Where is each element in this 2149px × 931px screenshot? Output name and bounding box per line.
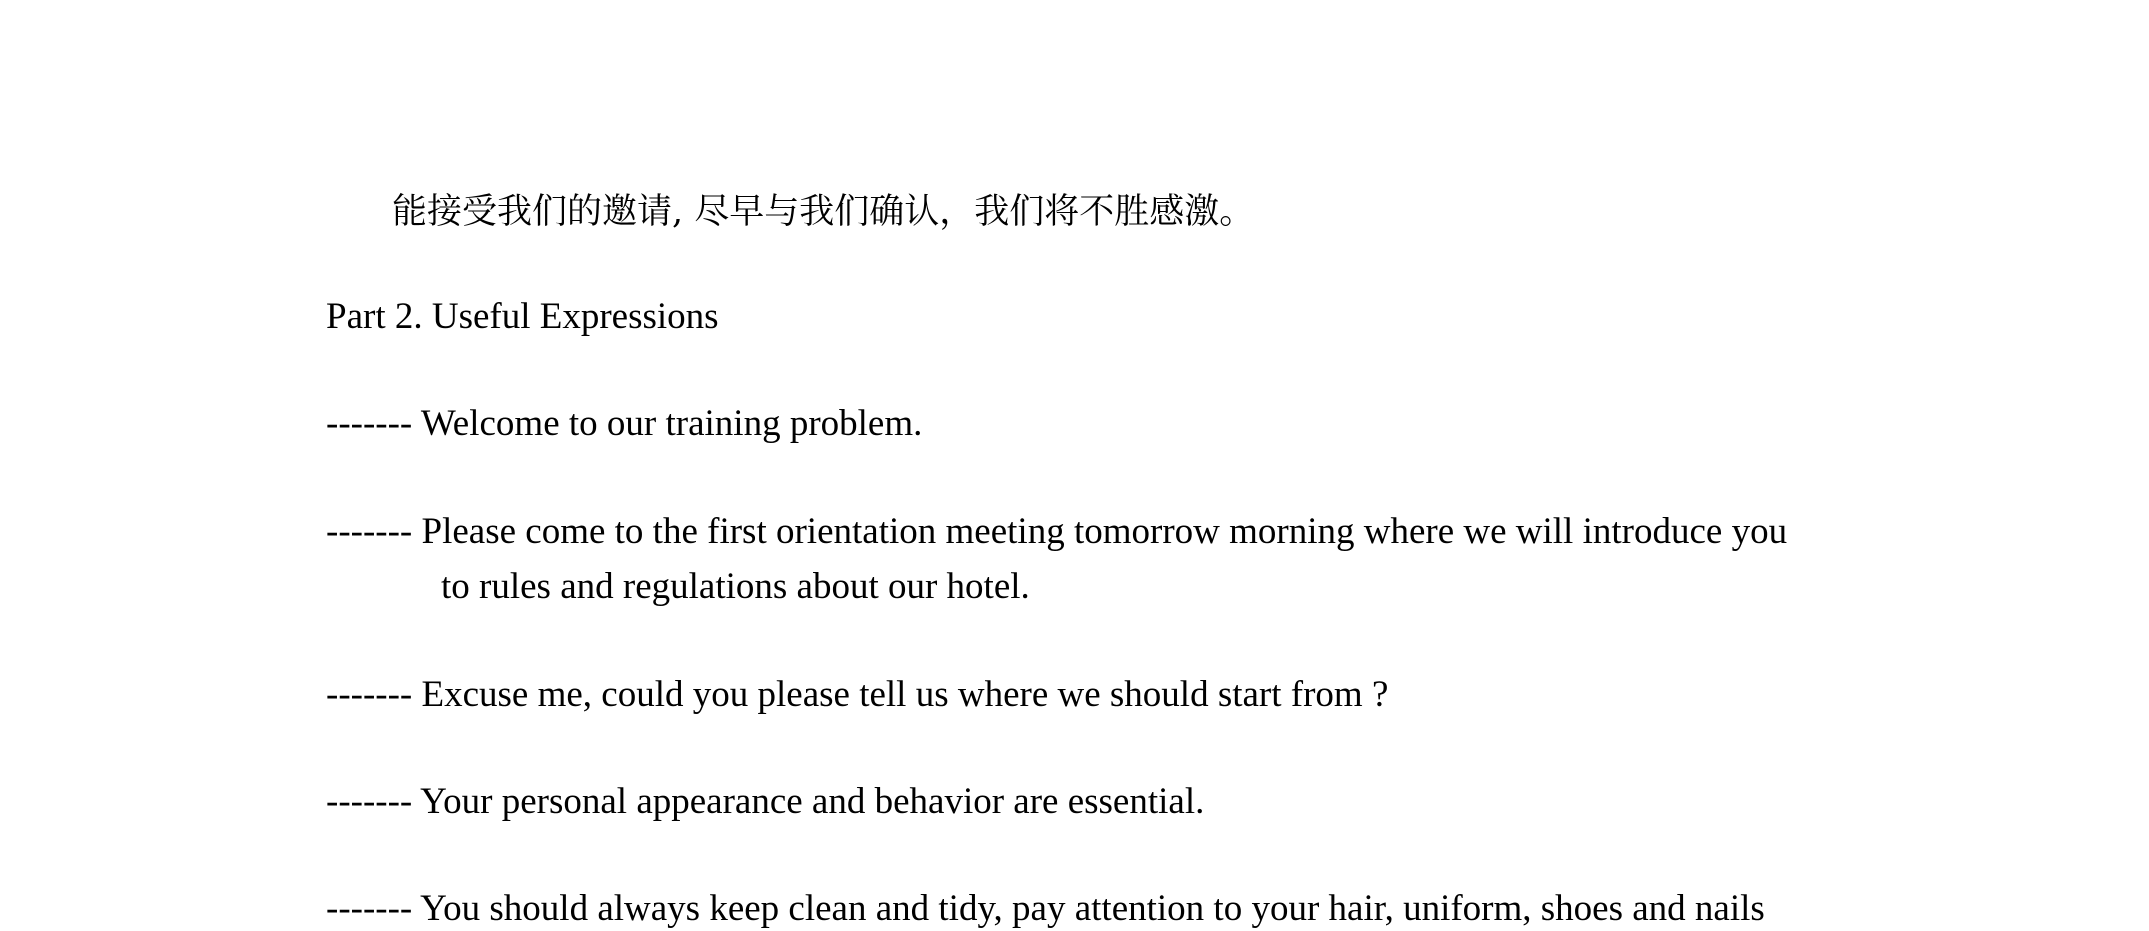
dash-marker: ------- bbox=[326, 888, 413, 929]
expression-text: Welcome to our training problem. bbox=[420, 403, 923, 444]
expression-item bbox=[326, 887, 1765, 931]
dash-marker: ------- bbox=[326, 511, 413, 552]
expression-item bbox=[326, 673, 1388, 717]
expression-item bbox=[326, 780, 1204, 824]
intro-line: 能接受我们的邀请, 尽早与我们确认，我们将不胜感激。 bbox=[392, 192, 1255, 232]
dash-marker: ------- bbox=[326, 781, 413, 822]
expression-text: Please come to the first orientation meeting tomorrow morning where we will introduce you bbox=[421, 511, 1788, 552]
section-heading: Part 2. Useful Expressions bbox=[326, 296, 719, 337]
dash-marker: ------- bbox=[326, 403, 413, 444]
expression-text: You should always keep clean and tidy, pay attention to your hair, uniform, shoes and nails bbox=[420, 888, 1765, 929]
dash-marker: ------- bbox=[326, 674, 413, 715]
expression-item bbox=[326, 402, 922, 446]
expression-item bbox=[326, 510, 1787, 554]
expression-continuation: to rules and regulations about our hotel. bbox=[441, 566, 1030, 607]
expression-text: Excuse me, could you please tell us where we should start from ? bbox=[421, 674, 1389, 715]
expression-text: Your personal appearance and behavior are essential. bbox=[420, 781, 1205, 822]
